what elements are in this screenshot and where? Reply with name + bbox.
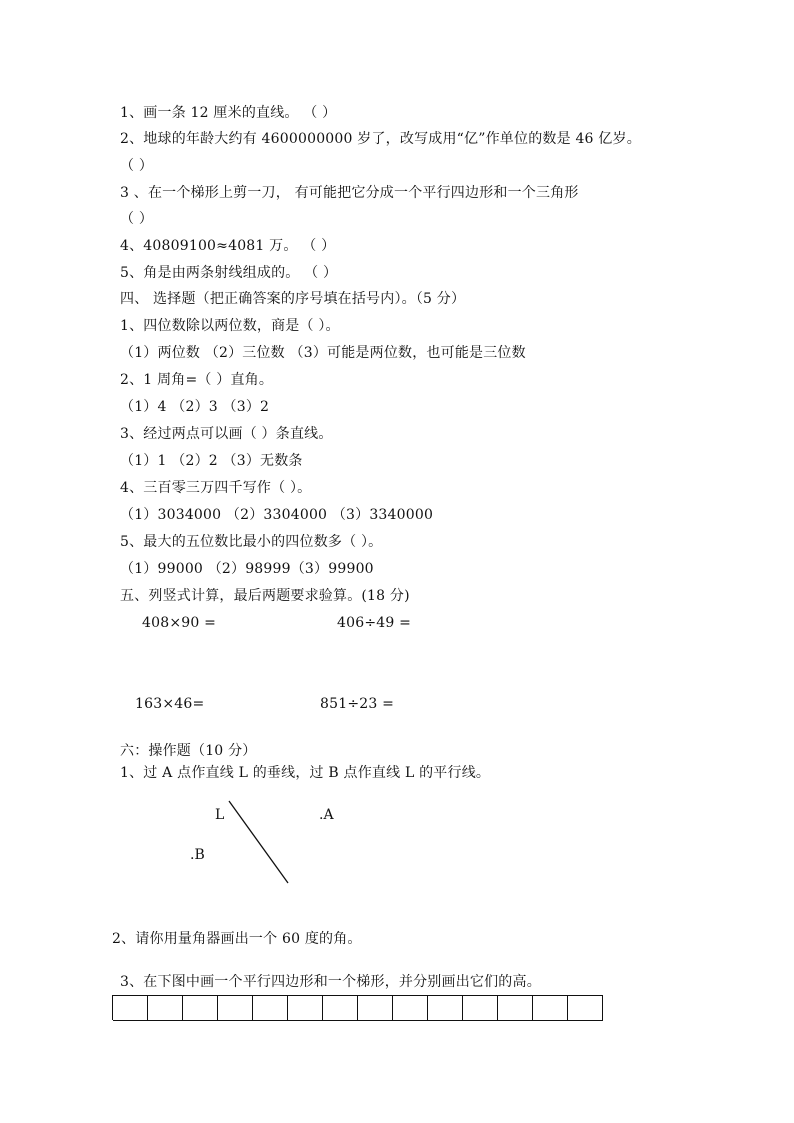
label-l: L bbox=[215, 807, 225, 823]
grid-cell bbox=[533, 995, 568, 1021]
grid-cell bbox=[568, 995, 603, 1021]
calc-expr-3: 163×46= bbox=[135, 696, 205, 712]
label-point-a: .A bbox=[319, 807, 334, 823]
ops-question-1: 1、过 A 点作直线 L 的垂线，过 B 点作直线 L 的平行线。 bbox=[120, 765, 491, 781]
choice-heading: 四、 选择题（把正确答案的序号填在括号内）。（5 分） bbox=[120, 291, 466, 307]
judge-item-3-bracket: （ ） bbox=[120, 211, 154, 227]
grid-cell bbox=[148, 995, 183, 1021]
line-l bbox=[229, 801, 288, 883]
grid-cell bbox=[183, 995, 218, 1021]
judge-item-1: 1、画一条 12 厘米的直线。 （ ） bbox=[120, 105, 337, 121]
choice-question-1: 1、四位数除以两位数，商是（ ）。 bbox=[120, 318, 340, 334]
judge-item-4: 4、40809100≈4081 万。 （ ） bbox=[120, 238, 336, 254]
judge-item-2-bracket: （ ） bbox=[120, 158, 154, 174]
choice-question-2: 2、1 周角=（ ）直角。 bbox=[120, 372, 274, 388]
calc-expr-4: 851÷23 = bbox=[320, 696, 395, 712]
label-point-b: .B bbox=[190, 847, 205, 863]
ops-question-2: 2、请你用量角器画出一个 60 度的角。 bbox=[112, 931, 362, 947]
grid-cell bbox=[498, 995, 533, 1021]
judge-item-5: 5、角是由两条射线组成的。 （ ） bbox=[120, 265, 338, 281]
grid-cell bbox=[428, 995, 463, 1021]
choice-options-4: （1）3034000 （2）3304000 （3）3340000 bbox=[120, 507, 434, 523]
choice-options-5: （1）99000 （2）98999（3）99900 bbox=[120, 561, 374, 577]
ops-question-3: 3、在下图中画一个平行四边形和一个梯形，并分别画出它们的高。 bbox=[120, 974, 541, 990]
judge-item-3: 3 、在一个梯形上剪一刀， 有可能把它分成一个平行四边形和一个三角形 bbox=[120, 185, 579, 201]
ops-heading: 六：操作题（10 分） bbox=[120, 743, 257, 759]
grid-cell bbox=[393, 995, 428, 1021]
calc-expr-1: 408×90 = bbox=[142, 615, 217, 631]
grid-cell bbox=[218, 995, 253, 1021]
grid-cell bbox=[463, 995, 498, 1021]
grid-cell bbox=[113, 995, 148, 1021]
choice-options-3: （1）1 （2）2 （3）无数条 bbox=[120, 453, 303, 469]
grid-cell bbox=[323, 995, 358, 1021]
choice-options-1: （1）两位数 （2）三位数 （3）可能是两位数，也可能是三位数 bbox=[120, 345, 526, 361]
choice-question-5: 5、最大的五位数比最小的四位数多（ ）。 bbox=[120, 534, 383, 550]
grid-cell bbox=[358, 995, 393, 1021]
judge-item-2: 2、地球的年龄大约有 4600000000 岁了，改写成用“亿”作单位的数是 46 亿岁。 bbox=[120, 131, 641, 147]
choice-question-3: 3、经过两点可以画（ ）条直线。 bbox=[120, 426, 333, 442]
grid-cell bbox=[253, 995, 288, 1021]
calc-heading: 五、列竖式计算，最后两题要求验算。(18 分) bbox=[120, 588, 410, 604]
choice-question-4: 4、三百零三万四千写作（ ）。 bbox=[120, 480, 312, 496]
grid-cell bbox=[288, 995, 323, 1021]
choice-options-2: （1）4 （2）3 （3）2 bbox=[120, 399, 270, 415]
drawing-grid bbox=[112, 995, 603, 1020]
calc-expr-2: 406÷49 = bbox=[337, 615, 412, 631]
